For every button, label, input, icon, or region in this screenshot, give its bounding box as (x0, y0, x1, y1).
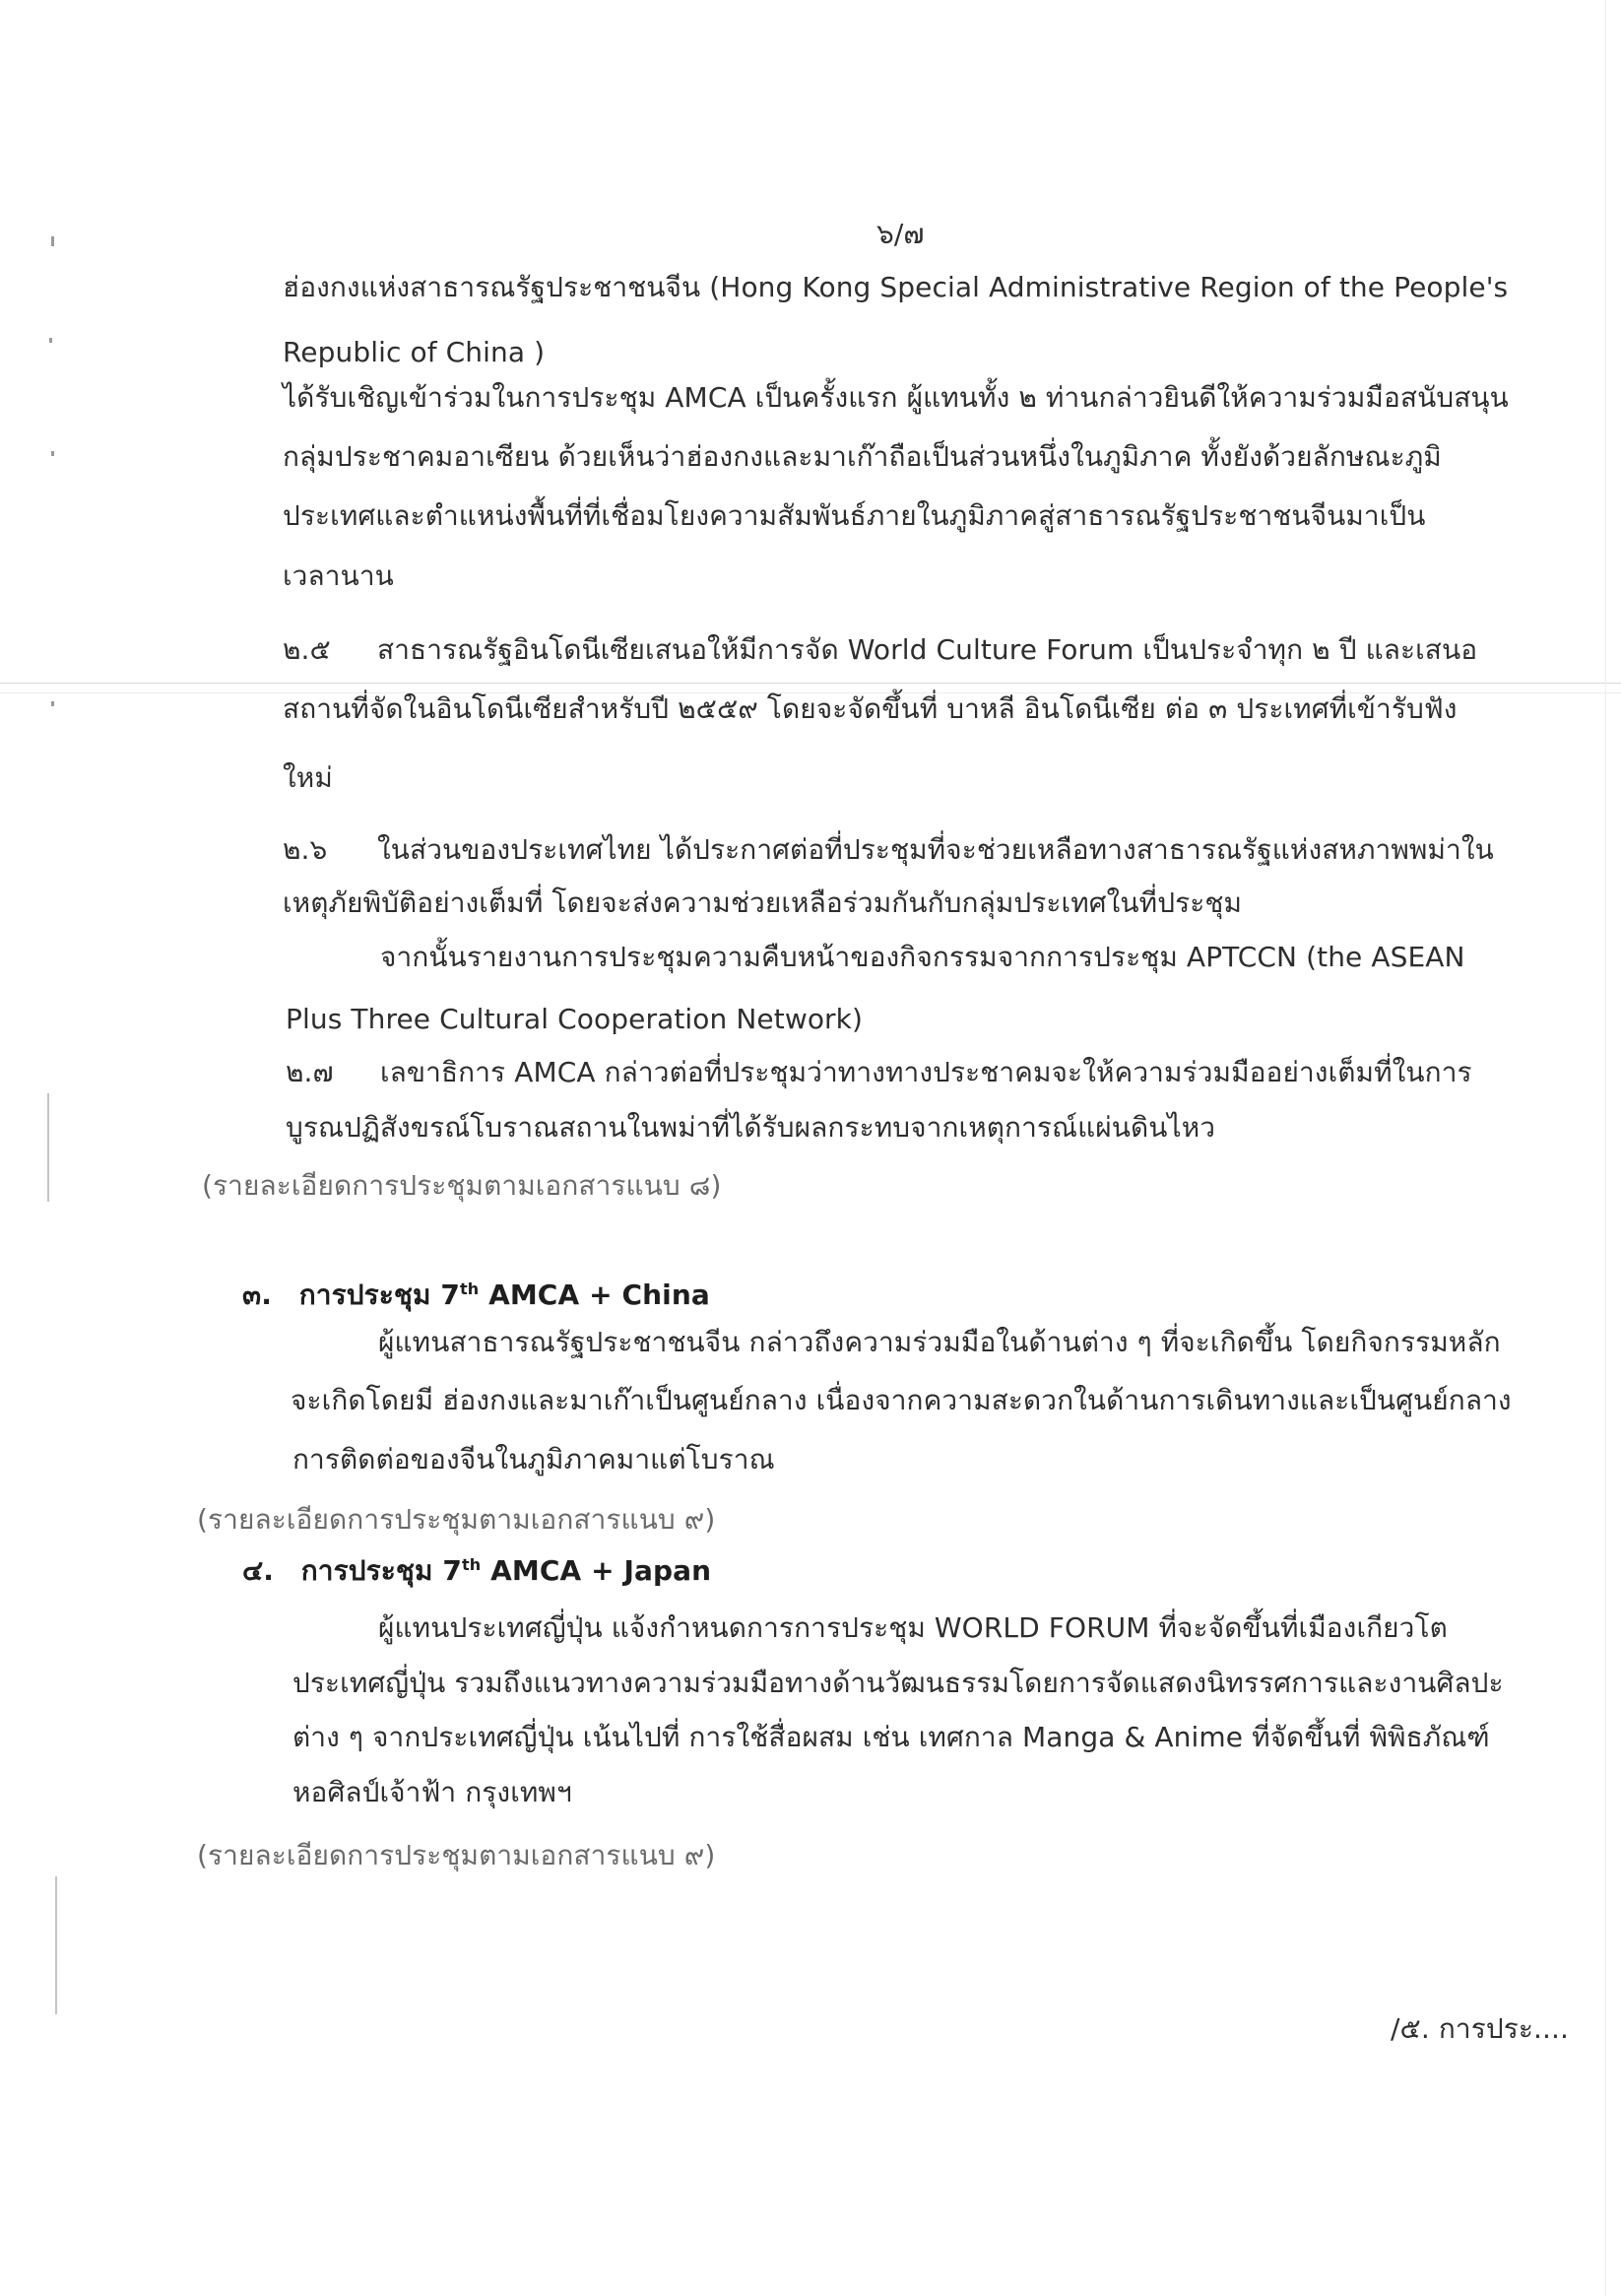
text-line: จะเกิดโดยมี ฮ่องกงและมาเก๊าเป็นศูนย์กลาง เนื่องจากความสะดวกในด้านการเดินทางและเป็นศูนย์กลาง (291, 1384, 1512, 1416)
text-line: ฮ่องกงแห่งสาธารณรัฐประชาชนจีน (Hong Kong Special Administrative Region of the People's (283, 271, 1509, 303)
scan-speck (49, 338, 52, 343)
text-line: Plus Three Cultural Cooperation Network) (286, 1003, 863, 1035)
text-line: สถานที่จัดในอินโดนีเซียสำหรับปี ๒๕๕๙ โดยจะจัดขึ้นที่ บาหลี อินโดนีเซีย ต่อ ๓ ประเทศที่เข้ารับฟัง (283, 692, 1458, 725)
page-number: ๖/๗ (876, 218, 925, 250)
text-line: ผู้แทนประเทศญี่ปุ่น แจ้งกำหนดการการประชุม WORLD FORUM ที่จะจัดขึ้นที่เมืองเกียวโต (378, 1611, 1448, 1644)
heading-text: AMCA + China (479, 1279, 710, 1311)
text-line: กลุ่มประชาคมอาเซียน ด้วยเห็นว่าฮ่องกงและมาเก๊าถือเป็นส่วนหนึ่งในภูมิภาค ทั้งยังด้วยลักษณะภูมิ (283, 440, 1442, 473)
heading-superscript: th (459, 1279, 480, 1298)
section-number: ๒.๖ (283, 833, 328, 866)
heading-text: การประชุม 7 (298, 1279, 460, 1311)
text-line: เลขาธิการ AMCA กล่าวต่อที่ประชุมว่าทางทางประชาคมจะให้ความร่วมมืออย่างเต็มที่ในการ (380, 1056, 1472, 1088)
section-heading-3 (242, 1276, 710, 1315)
scan-speck (51, 451, 54, 456)
text-line: เวลานาน (283, 559, 394, 592)
section-number: ๒.๗ (286, 1056, 334, 1088)
scan-speck (51, 701, 54, 706)
text-line: ต่าง ๆ จากประเทศญี่ปุ่น เน้นไปที่ การใช้สื่อผสม เช่น เทศกาล Manga & Anime ที่จัดขึ้นที่ พิพิธภัณฑ์ (292, 1721, 1490, 1753)
text-line: การติดต่อของจีนในภูมิภาคมาแต่โบราณ (292, 1443, 775, 1476)
text-line: ใหม่ (283, 761, 333, 794)
attachment-reference: (รายละเอียดการประชุมตามเอกสารแนบ ๙) (197, 1503, 716, 1536)
text-line: ได้รับเชิญเข้าร่วมในการประชุม AMCA เป็นครั้งแรก ผู้แทนทั้ง ๒ ท่านกล่าวยินดีให้ความร่วมมือสนับสนุน (283, 381, 1509, 414)
text-line: จากนั้นรายงานการประชุมความคืบหน้าของกิจกรรมจากการประชุม APTCCN (the ASEAN (380, 941, 1465, 973)
section-heading-4 (242, 1551, 711, 1591)
text-line: Republic of China ) (283, 336, 546, 368)
scan-edge-shadow (1605, 0, 1606, 2296)
scan-speck (51, 236, 54, 246)
text-line: ในส่วนของประเทศไทย ได้ประกาศต่อที่ประชุมที่จะช่วยเหลือทางสาธารณรัฐแห่งสหภาพพม่าใน (377, 833, 1494, 866)
text-line: หอศิลป์เจ้าฟ้า กรุงเทพฯ (292, 1776, 572, 1808)
section-number: ๒.๕ (283, 633, 331, 666)
attachment-reference: (รายละเอียดการประชุมตามเอกสารแนบ ๙) (197, 1839, 716, 1871)
heading-number: ๓. (242, 1279, 272, 1311)
text-line: บูรณปฏิสังขรณ์โบราณสถานในพม่าที่ได้รับผลกระทบจากเหตุการณ์แผ่นดินไหว (286, 1111, 1216, 1144)
heading-text: การประชุม 7 (300, 1554, 463, 1587)
continuation-marker: /๕. การประ.... (1391, 2012, 1569, 2045)
heading-text: AMCA + Japan (481, 1554, 712, 1587)
heading-superscript: th (462, 1555, 482, 1574)
text-line: สาธารณรัฐอินโดนีเซียเสนอให้มีการจัด World Culture Forum เป็นประจำทุก ๒ ปี และเสนอ (377, 633, 1478, 666)
attachment-reference: (รายละเอียดการประชุมตามเอกสารแนบ ๘) (202, 1169, 722, 1202)
text-line: ประเทศญี่ปุ่น รวมถึงแนวทางความร่วมมือทางด้านวัฒนธรรมโดยการจัดแสดงนิทรรศการและงานศิลปะ (292, 1667, 1504, 1699)
text-line: ประเทศและตำแหน่งพื้นที่ที่เชื่อมโยงความสัมพันธ์ภายในภูมิภาคสู่สาธารณรัฐประชาชนจีนมาเป็น (283, 499, 1426, 532)
text-line: เหตุภัยพิบัติอย่างเต็มที่ โดยจะส่งความช่วยเหลือร่วมกันกับกลุ่มประเทศในที่ประชุม (283, 886, 1243, 919)
scan-line (0, 683, 1621, 684)
scan-edge-shadow (47, 1093, 49, 1202)
text-line: ผู้แทนสาธารณรัฐประชาชนจีน กล่าวถึงความร่วมมือในด้านต่าง ๆ ที่จะเกิดขึ้น โดยกิจกรรมหลัก (378, 1326, 1501, 1358)
heading-number: ๔. (242, 1554, 275, 1587)
scan-edge-shadow (55, 1876, 57, 2014)
